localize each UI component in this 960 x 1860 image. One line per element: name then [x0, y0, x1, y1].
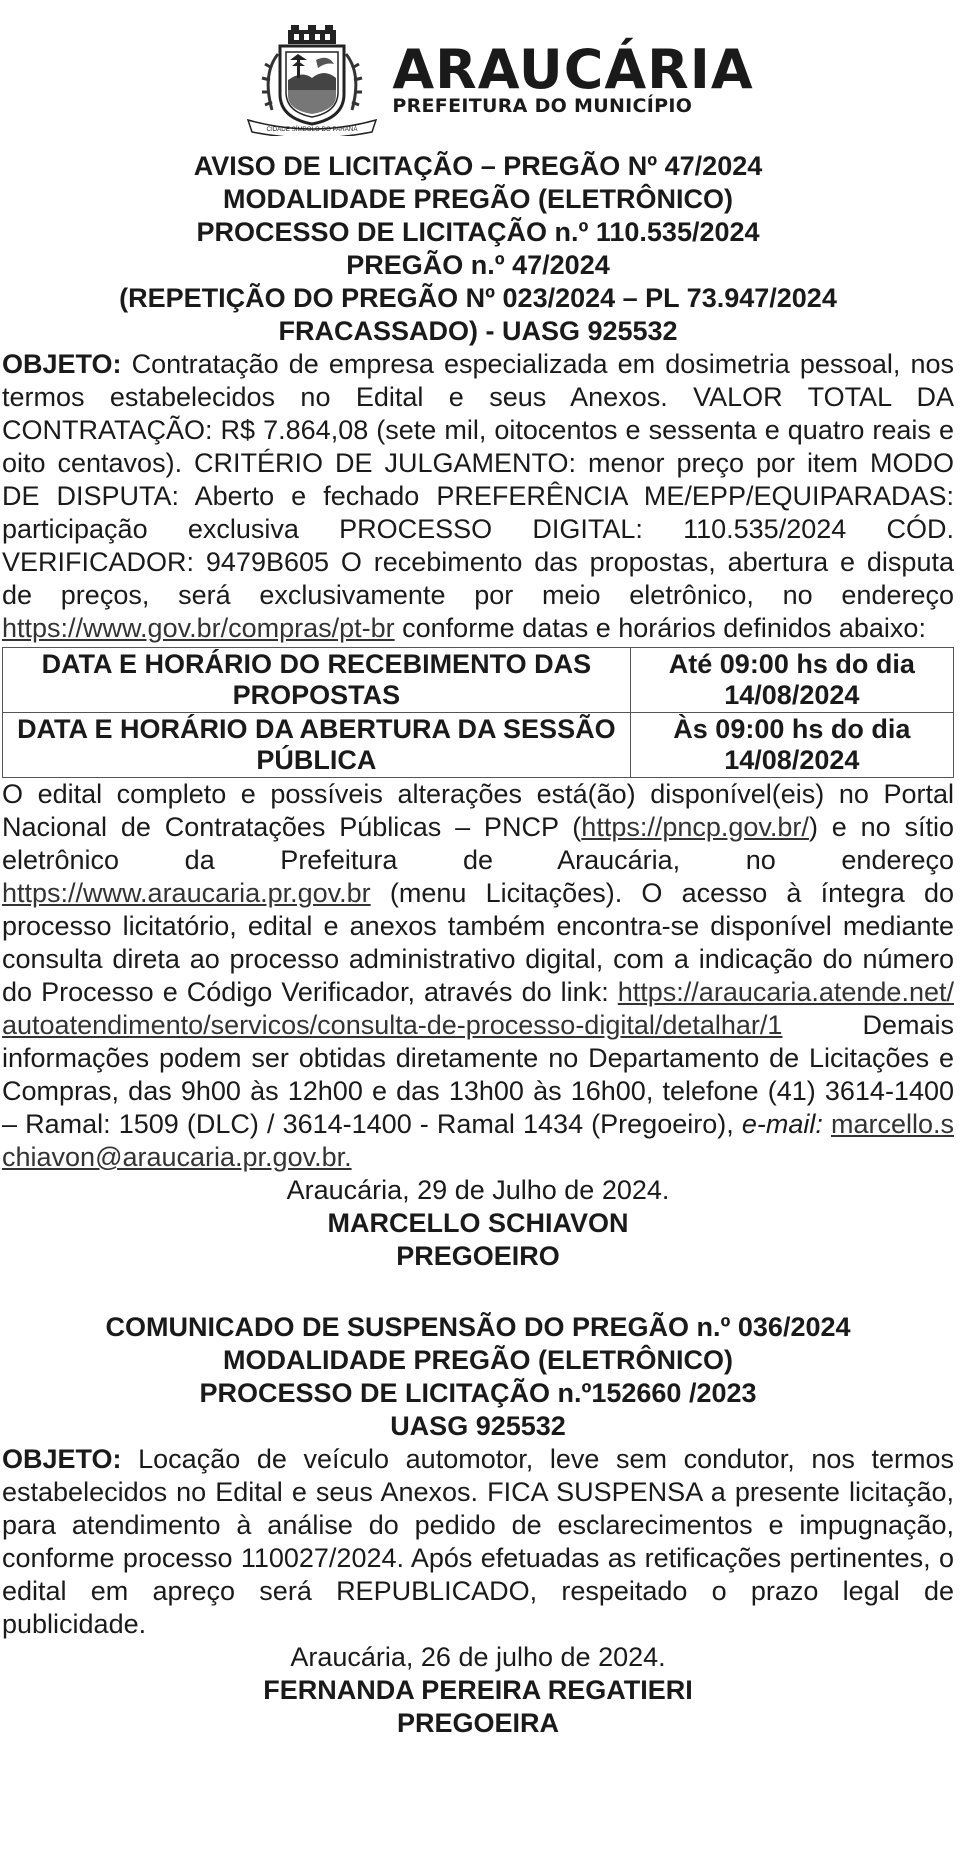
comunicado-title: COMUNICADO DE SUSPENSÃO DO PREGÃO n.º 036/2024	[105, 1312, 851, 1342]
comunicado-date: Araucária, 26 de julho de 2024.	[290, 1642, 666, 1672]
email-label: e-mail:	[741, 1109, 823, 1139]
info-text-4: Demais informações podem ser obtidas diretamente no Departamento de Licitações e Compras, das 9h00 às 12h00 e das 13h00 às 16h00, telefone (41) 3614-1400 – Ramal: 1509 (DLC) / 3614-1400 - Ramal 1434 (Pregoeiro),	[2, 1010, 954, 1139]
abertura-label: DATA E HORÁRIO DA ABERTURA DA SESSÃO PÚBLICA	[3, 713, 631, 778]
table-row	[3, 713, 954, 778]
comunicado-objeto-paragraph	[2, 1443, 954, 1641]
prefeitura-link[interactable]: https://www.araucaria.pr.gov.br	[2, 878, 371, 908]
recebimento-value: Até 09:00 hs do dia 14/08/2024	[630, 648, 953, 713]
brand-name: ARAUCÁRIA	[392, 38, 754, 101]
gov-compras-link[interactable]: https://www.gov.br/compras/pt-br	[2, 613, 395, 643]
objeto-text: Contratação de empresa especializada em dosimetria pessoal, nos termos estabelecidos no Edital e seus Anexos. VALOR TOTAL DA CONTRATAÇÃO: R$ 7.864,08 (sete mil, oitocentos e sessenta e quatro reais e oito centavos). CRITÉRIO DE JULGAMENTO: menor preço por item MODO DE DISPUTA: Aberto e fechado PREFERÊNCIA ME/EPP/EQUIPARADAS: participação exclusiva PROCESSO DIGITAL: 110.535/2024 CÓD. VERIFICADOR: 9479B605 O recebimento das propostas, abertura e disputa de preços, será exclusivamente por meio eletrônico, no endereço	[2, 349, 954, 610]
aviso-modalidade: MODALIDADE PREGÃO (ELETRÔNICO)	[223, 184, 733, 214]
section-gap	[2, 1273, 954, 1311]
comunicado-role: PREGOEIRA	[396, 1708, 560, 1738]
aviso-title-block	[2, 150, 954, 348]
comunicado-processo: PROCESSO DE LICITAÇÃO n.º152660 /2023	[199, 1378, 757, 1408]
info-text-1: O edital completo e possíveis alterações está(ão) disponível(eis) no Portal Nacional de Contratações Públicas – PNCP (	[2, 779, 954, 842]
aviso-title: AVISO DE LICITAÇÃO – PREGÃO Nº 47/2024	[193, 151, 763, 181]
comunicado-signer: FERNANDA PEREIRA REGATIERI	[263, 1675, 693, 1705]
comunicado-modalidade: MODALIDADE PREGÃO (ELETRÔNICO)	[223, 1345, 733, 1375]
svg-text:CIDADE SÍMBOLO DO PARANÁ: CIDADE SÍMBOLO DO PARANÁ	[266, 126, 358, 133]
brand-subtitle: PREFEITURA DO MUNICÍPIO	[392, 95, 693, 117]
dates-table	[2, 647, 954, 778]
email-link[interactable]: marcello.schiavon@araucaria.pr.gov.br.	[2, 1109, 954, 1172]
objeto-text: Locação de veículo automotor, leve sem condutor, nos termos estabelecidos no Edital e seus Anexos. FICA SUSPENSA a presente licitação, para atendimento à análise do pedido de esclarecimentos e impugnação, conforme processo 110027/2024. Após efetuadas as retificações pertinentes, o edital em apreço será REPUBLICADO, respeitado o prazo legal de publicidade.	[2, 1444, 954, 1639]
comunicado-title-block	[2, 1311, 954, 1443]
aviso-info-paragraph	[2, 778, 954, 1174]
aviso-signer: MARCELLO SCHIAVON	[327, 1208, 629, 1238]
objeto-label: OBJETO:	[2, 1444, 122, 1474]
aviso-date: Araucária, 29 de Julho de 2024.	[286, 1175, 670, 1205]
aviso-repeticao: (REPETIÇÃO DO PREGÃO Nº 023/2024 – PL 73.947/2024	[119, 283, 837, 313]
aviso-pregao: PREGÃO n.º 47/2024	[346, 250, 610, 280]
atende-link[interactable]: https://araucaria.atende.net/autoatendimento/servicos/consulta-de-processo-digital/detalhar/1	[2, 977, 954, 1040]
aviso-role: PREGOEIRO	[396, 1241, 560, 1271]
aviso-processo: PROCESSO DE LICITAÇÃO n.º 110.535/2024	[196, 217, 760, 247]
recebimento-label: DATA E HORÁRIO DO RECEBIMENTO DAS PROPOSTAS	[3, 648, 631, 713]
info-text-3: (menu Licitações). O acesso à íntegra do processo licitatório, edital e anexos também encontra-se disponível mediante consulta direta ao processo administrativo digital, com a indicação do número do Processo e Código Verificador, através do link:	[2, 878, 954, 1007]
info-text-2: ) e no sítio eletrônico da Prefeitura de Araucária, no endereço	[2, 812, 955, 875]
pncp-link[interactable]: https://pncp.gov.br/	[581, 812, 809, 842]
aviso-objeto-paragraph	[2, 348, 954, 645]
objeto-label: OBJETO:	[2, 349, 122, 379]
comunicado-uasg: UASG 925532	[390, 1411, 566, 1441]
letterhead	[42, 24, 954, 136]
brand-block	[392, 38, 754, 117]
objeto-tail: conforme datas e horários definidos abaixo:	[394, 613, 926, 643]
araucaria-coat-of-arms-icon	[242, 24, 382, 136]
abertura-value: Às 09:00 hs do dia 14/08/2024	[630, 713, 953, 778]
table-row	[3, 648, 954, 713]
aviso-uasg: FRACASSADO) - UASG 925532	[278, 316, 678, 346]
